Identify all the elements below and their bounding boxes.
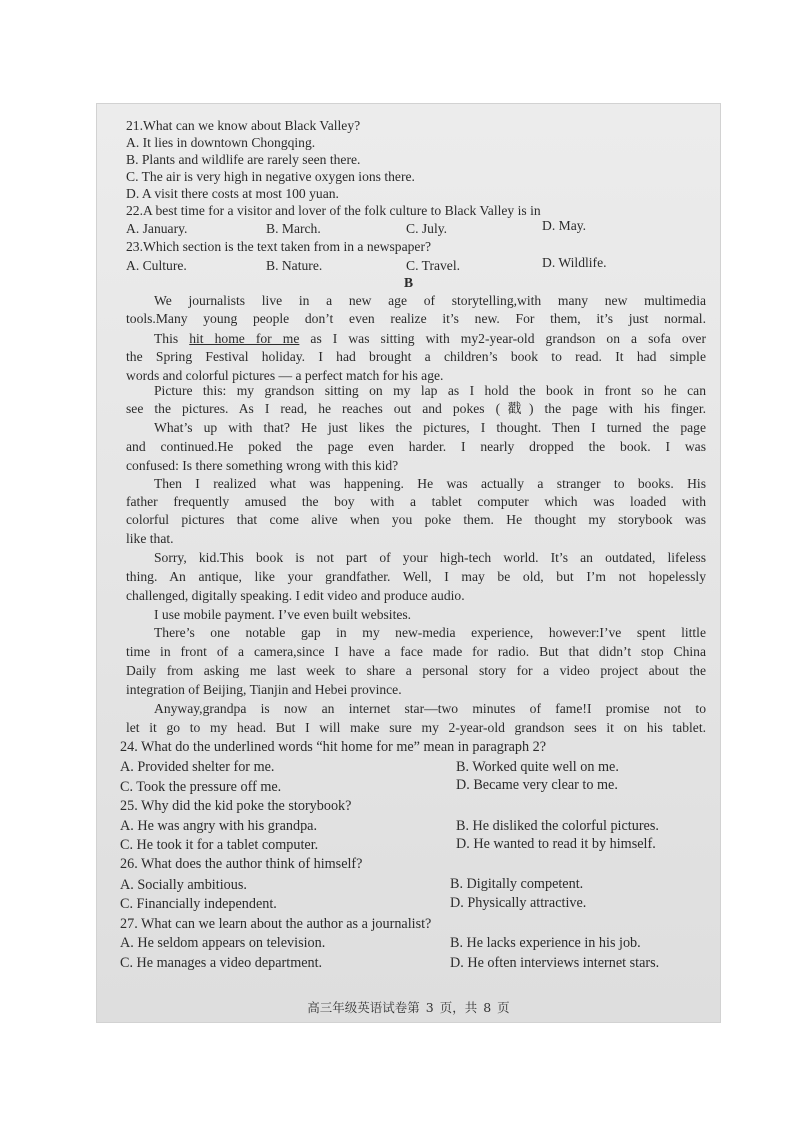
passage-line: I use mobile payment. I’ve even built websites. <box>154 607 412 622</box>
q21-option-d: D. A visit there costs at most 100 yuan. <box>126 186 339 201</box>
passage-line: tools.Many young people don’t even realize it’s new. For them, it’s just normal. <box>126 311 706 326</box>
q26-option-d: D. Physically attractive. <box>450 895 587 911</box>
footer-suffix: 页 <box>497 1000 510 1015</box>
passage-line-underlined <box>154 331 706 347</box>
passage-line: Sorry, kid.This book is not part of your high-tech world. It’s an outdated, lifeless <box>154 550 706 565</box>
passage-line: father frequently amused the boy with a tablet computer which was loaded with <box>126 494 706 509</box>
passage-line: thing. An antique, like your grandfather. Well, I may be old, but I’m not hopelessly <box>126 569 706 584</box>
q22-option-b: B. March. <box>266 221 321 236</box>
passage-line: colorful pictures that come alive when you poke them. He thought my storybook was <box>126 512 706 527</box>
q23-option-c: C. Travel. <box>406 258 461 273</box>
q23-option-a: A. Culture. <box>126 258 187 273</box>
q25-option-a: A. He was angry with his grandpa. <box>120 818 318 834</box>
q21-option-c: C. The air is very high in negative oxygen ions there. <box>126 169 415 184</box>
q23-option-b: B. Nature. <box>266 258 323 273</box>
q22-question: 22.A best time for a visitor and lover of the folk culture to Black Valley is in <box>126 203 541 218</box>
underlined-phrase: hit home for me <box>189 331 300 346</box>
q21-question: 21.What can we know about Black Valley? <box>126 118 361 133</box>
q21-option-b: B. Plants and wildlife are rarely seen there. <box>126 152 361 167</box>
q27-option-b: B. He lacks experience in his job. <box>450 935 641 951</box>
q22-option-c: C. July. <box>406 221 448 236</box>
passage-line: and continued.He poked the page even harder. I nearly dropped the book. I was <box>126 439 706 454</box>
passage-line: We journalists live in a new age of storytelling,with many new multimedia <box>154 293 706 308</box>
q26-option-b: B. Digitally competent. <box>450 876 584 892</box>
passage-line: words and colorful pictures — a perfect match for his age. <box>126 368 444 383</box>
page-footer <box>96 998 721 1016</box>
q25-question: 25. Why did the kid poke the storybook? <box>120 798 352 814</box>
passage-line: Daily from asking me last week to share a personal story for a video project about the <box>126 663 706 678</box>
passage-line: Picture this: my grandson sitting on my lap as I hold the book in front so he can <box>154 383 706 398</box>
q27-option-d: D. He often interviews internet stars. <box>450 955 660 971</box>
q27-option-a: A. He seldom appears on television. <box>120 935 326 951</box>
q26-option-a: A. Socially ambitious. <box>120 877 247 893</box>
footer-total-pages: 8 <box>483 1000 492 1015</box>
q25-option-b: B. He disliked the colorful pictures. <box>456 818 659 834</box>
footer-page-number: 3 <box>425 1000 434 1015</box>
passage-line: What’s up with that? He just likes the pictures, I thought. Then I turned the page <box>154 420 706 435</box>
q24-option-c: C. Took the pressure off me. <box>120 779 282 795</box>
passage-line: time in front of a camera,since I have a face made for radio. But that didn’t stop China <box>126 644 706 659</box>
q22-option-d: D. May. <box>542 218 587 233</box>
exam-page-photo <box>96 103 721 1023</box>
q27-option-c: C. He manages a video department. <box>120 955 323 971</box>
q24-option-b: B. Worked quite well on me. <box>456 759 619 775</box>
passage-line: integration of Beijing, Tianjin and Hebei province. <box>126 682 402 697</box>
q24-option-d: D. Became very clear to me. <box>456 777 618 793</box>
passage-line: confused: Is there something wrong with this kid? <box>126 458 399 473</box>
q21-option-a: A. It lies in downtown Chongqing. <box>126 135 316 150</box>
q25-option-d: D. He wanted to read it by himself. <box>456 836 656 852</box>
q25-option-c: C. He took it for a tablet computer. <box>120 837 319 853</box>
section-label: B <box>403 275 414 290</box>
passage-line: Then I realized what was happening. He was actually a stranger to books. His <box>154 476 706 491</box>
passage-text: This <box>154 331 190 346</box>
passage-line: the Spring Festival holiday. I had brought a children’s book to read. It had simple <box>126 349 706 364</box>
q26-question: 26. What does the author think of himself? <box>120 856 363 872</box>
q27-question: 27. What can we learn about the author as a journalist? <box>120 916 432 932</box>
passage-text: as I was sitting with my2-year-old grandson on a sofa over <box>299 331 706 346</box>
passage-line: see the pictures. As I read, he reaches out and pokes (戳) the page with his finger. <box>126 401 706 416</box>
passage-line: There’s one notable gap in my new-media experience, however:I’ve spent little <box>154 625 706 640</box>
q24-option-a: A. Provided shelter for me. <box>120 759 275 775</box>
passage-line: challenged, digitally speaking. I edit video and produce audio. <box>126 588 465 603</box>
passage-line: like that. <box>126 531 174 546</box>
q26-option-c: C. Financially independent. <box>120 896 277 912</box>
q24-question: 24. What do the underlined words “hit home for me” mean in paragraph 2? <box>120 739 547 755</box>
footer-middle: 页，共 <box>439 1000 478 1015</box>
q23-question: 23.Which section is the text taken from in a newspaper? <box>126 239 432 254</box>
passage-line: let it go to my head. But I will make sure my 2-year-old grandson sees it on his tablet. <box>126 720 706 735</box>
q23-option-d: D. Wildlife. <box>542 255 607 270</box>
passage-line: Anyway,grandpa is now an internet star—two minutes of fame!I promise not to <box>154 701 706 716</box>
q22-option-a: A. January. <box>126 221 188 236</box>
footer-prefix: 高三年级英语试卷第 <box>307 1000 420 1015</box>
